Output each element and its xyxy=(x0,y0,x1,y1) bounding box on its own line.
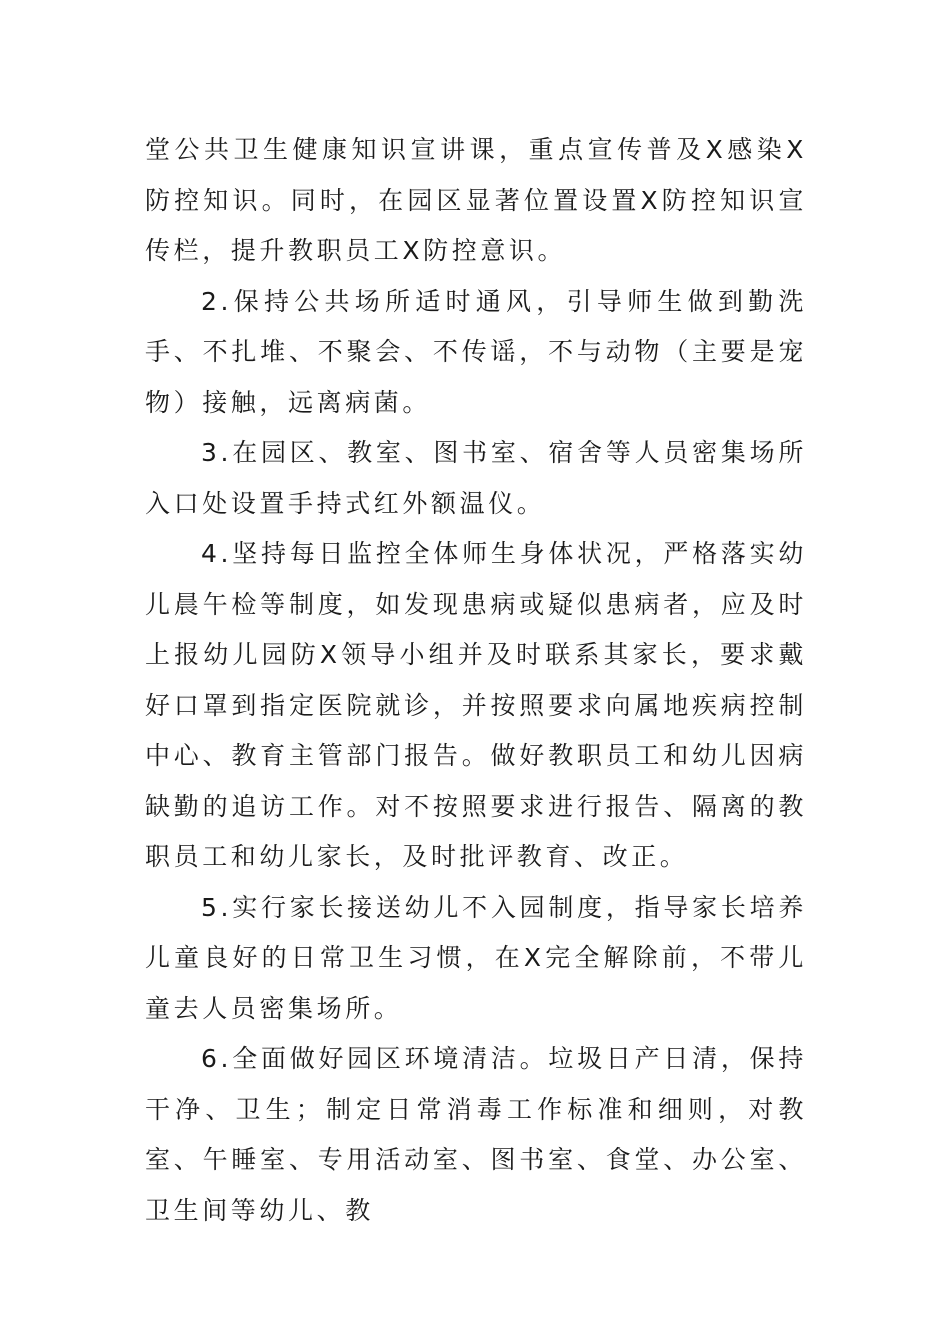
paragraph-item-5: 5.实行家长接送幼儿不入园制度，指导家长培养儿童良好的日常卫生习惯，在X完全解除前，不带儿童去人员密集场所。 xyxy=(145,892,807,1023)
paragraph-item-4: 4.坚持每日监控全体师生身体状况，严格落实幼儿晨午检等制度，如发现患病或疑似患病者，应及时上报幼儿园防X领导小组并及时联系其家长，要求戴好口罩到指定医院就诊，并按照要求向属地疾病控制中心、教育主管部门报告。做好教职员工和幼儿因病缺勤的追访工作。对不按照要求进行报告、隔离的教职员工和幼儿家长，及时批评教育、改正。 xyxy=(145,539,807,871)
paragraph-continued: 堂公共卫生健康知识宣讲课，重点宣传普及X感染X防控知识。同时，在园区显著位置设置X防控知识宣传栏，提升教职员工X防控意识。 xyxy=(145,135,807,265)
paragraph-item-3: 3.在园区、教室、图书室、宿舍等人员密集场所入口处设置手持式红外额温仪。 xyxy=(145,438,807,518)
paragraph-item-2: 2.保持公共场所适时通风，引导师生做到勤洗手、不扎堆、不聚会、不传谣，不与动物（主要是宠物）接触，远离病菌。 xyxy=(145,286,807,417)
paragraph-item-6: 6.全面做好园区环境清洁。垃圾日产日清，保持干净、卫生；制定日常消毒工作标准和细则，对教室、午睡室、专用活动室、图书室、食堂、办公室、卫生间等幼儿、教 xyxy=(145,1044,807,1225)
document-body xyxy=(145,125,807,1236)
